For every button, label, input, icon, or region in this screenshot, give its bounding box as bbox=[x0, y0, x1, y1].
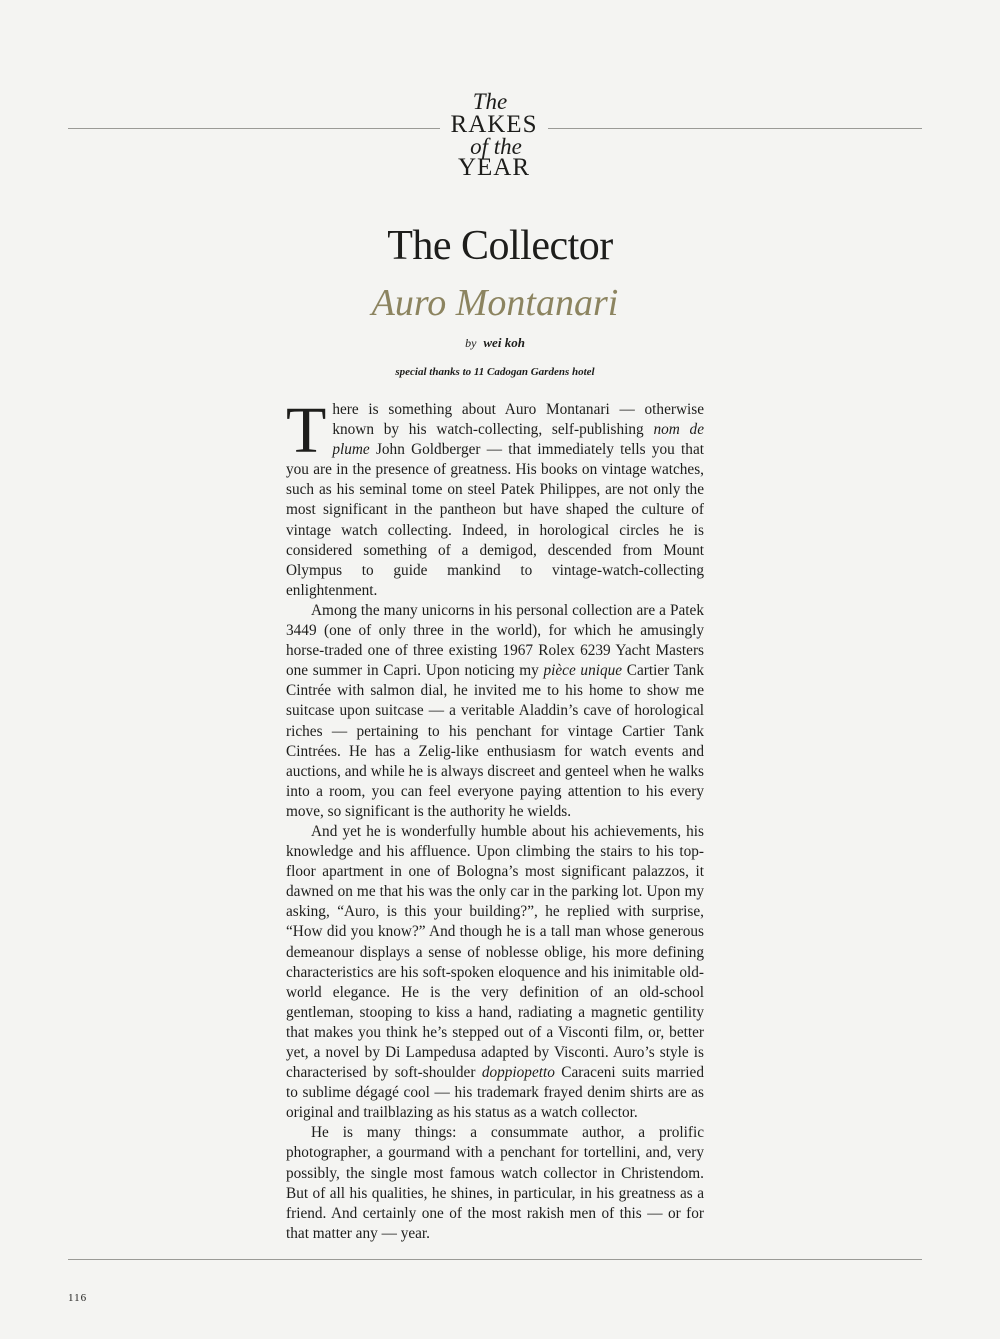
header-rule-left bbox=[68, 128, 440, 129]
body-text-emphasis: nom de plume bbox=[332, 421, 704, 459]
body-text-run: Among the many unicorns in his personal collection are a Patek 3449 (one of only three in the world), for which he amusingly horse-traded one of three existing 1967 Rolex 6239 Yacht Masters one summer in Capri. Upon noticing my bbox=[286, 601, 704, 680]
body-text-run: Cartier Tank Cintrée with salmon dial, he invited me to his home to show me suitcase upon suitcase — a veritable Aladdin’s cave of horological riches — pertaining to his penchant for vintage Cartier Tank Cintrées. He has a Zelig-like enthusiasm for watch events and auctions, and while he is always discreet and genteel when he walks into a room, you can feel everyone paying attention to his every move, so significant is the authority he wields. bbox=[286, 662, 704, 820]
masthead-line: of the bbox=[470, 134, 522, 159]
masthead-line: The bbox=[472, 89, 508, 114]
header-rule-right bbox=[548, 128, 922, 129]
article-title: The Collector bbox=[387, 223, 613, 269]
masthead-line: RAKES bbox=[450, 111, 538, 138]
masthead-logo bbox=[440, 90, 548, 180]
body-text-run: Caraceni suits married to sublime dégagé cool — his trademark frayed denim shirts are as original and trailblazing as his status as a watch collector. bbox=[286, 1064, 704, 1122]
article-subject: Auro Montanari bbox=[371, 282, 619, 324]
photo-credit: special thanks to 11 Cadogan Gardens hotel bbox=[395, 366, 595, 378]
drop-cap: T bbox=[286, 394, 327, 467]
article-body bbox=[286, 394, 704, 1244]
body-paragraph bbox=[286, 601, 704, 822]
footer-rule bbox=[68, 1259, 922, 1260]
body-paragraph: He is many things: a consummate author, a prolific photographer, a gourmand with a penchant for tortellini, and, very possibly, the single most famous watch collector in Christendom. But of all his qualities, he shines, in particular, in his greatness as a friend. And certainly one of the most rakish men of this — or for that matter any — year. bbox=[286, 1124, 704, 1242]
body-text-run: here is something about Auro Montanari — otherwise known by his watch-collecting, self-publishing bbox=[332, 401, 704, 439]
body-text-run: And yet he is wonderfully humble about his achievements, his knowledge and his affluence. Upon climbing the stairs to his top-floor apartment in one of Bologna’s most significant palazzos, it dawned on me that his was the only car in the parking lot. Upon my asking, “Auro, is this your building?”, he replied with surprise, “How did you know?” And though he is a tall man whose generous demeanour displays a sense of noblesse oblige, his more defining characteristics are his soft-spoken eloquence and his inimitable old-world elegance. He is the very definition of an old-school gentleman, stooping to kiss a hand, radiating a magnetic gentility that makes you think he’s stepped out of a Visconti film, or, better yet, a novel by Di Lampedusa adapted by Visconti. Auro’s style is characterised by soft-shoulder bbox=[286, 822, 704, 1082]
page-number: 116 bbox=[68, 1292, 88, 1304]
body-text-emphasis: doppiopetto bbox=[481, 1064, 555, 1082]
body-paragraph bbox=[286, 394, 704, 601]
byline-label: by bbox=[465, 336, 477, 350]
byline bbox=[0, 335, 990, 351]
masthead-line: YEAR bbox=[457, 154, 531, 181]
byline-author: wei koh bbox=[483, 335, 525, 350]
body-text-run: John Goldberger — that immediately tells you that you are in the presence of greatness. His books on vintage watches, such as his seminal tome on steel Patek Philippes, are not only the most significant in the pantheon but have shaped the culture of vintage watch collecting. Indeed, in horological circles he is considered something of a demigod, descended from Mount Olympus to guide mankind to vintage-watch-collecting enlightenment. bbox=[286, 441, 704, 599]
body-paragraph bbox=[286, 822, 704, 1123]
body-text-emphasis: pièce unique bbox=[543, 662, 623, 680]
